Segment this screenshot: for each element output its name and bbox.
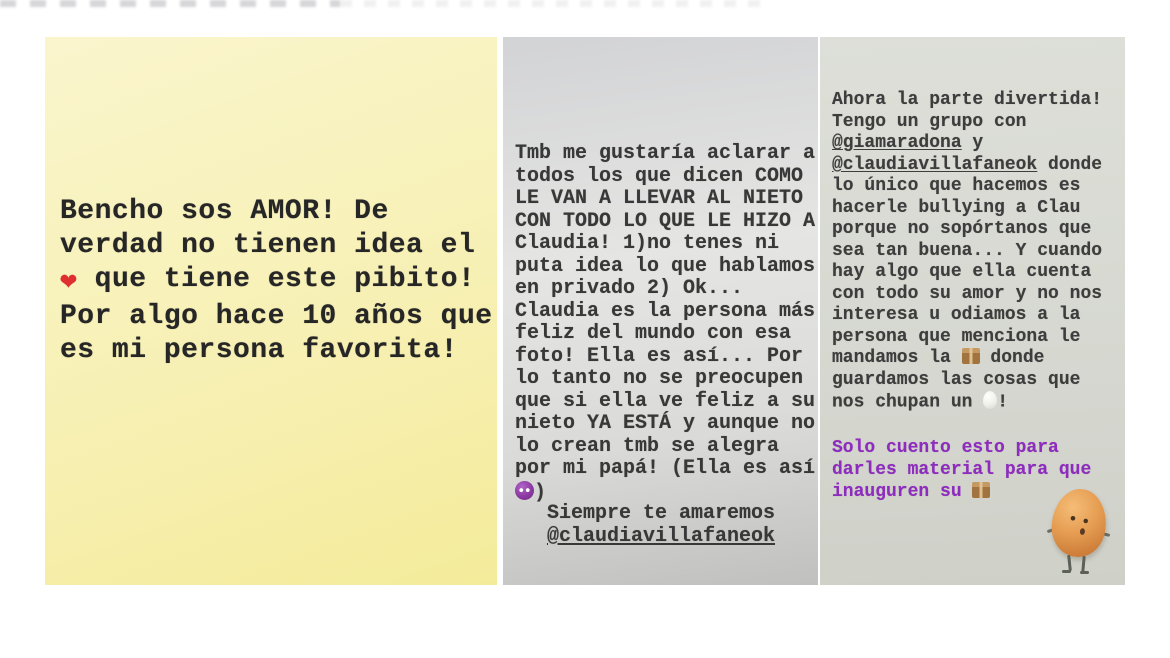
text-segment: ) [534,481,547,505]
text-line [832,437,1091,459]
text-segment: feliz del mundo con esa [515,322,792,345]
text-line [515,323,815,346]
package-emoji [962,348,980,364]
text-segment: persona que menciona le [832,326,1081,347]
story-text-block [515,143,815,505]
text-segment: todos los que dicen COMO [515,164,804,188]
package-emoji [972,482,990,498]
text-line [515,481,815,505]
text-line [60,229,493,263]
text-line [515,436,815,459]
text-segment: que tiene este pibito! [77,264,476,295]
text-line [832,327,1102,349]
text-line [832,262,1102,284]
text-segment: Claudia! 1)no tenes ni [515,232,780,255]
text-segment: darles material para que [832,460,1092,480]
egg-character-sticker [1050,489,1110,581]
text-segment: mandamos la [832,348,962,369]
egg-body [1049,486,1110,559]
text-line [515,233,815,256]
text-segment: Tmb me gustaría aclarar a [515,142,816,165]
mention-link[interactable]: @claudiavillafaneok [546,524,776,548]
text-segment: lo único que hacemos es [832,176,1081,196]
text-line [515,413,815,436]
text-segment: puta idea lo que hablamos [515,254,816,278]
text-segment: con todo su amor y no nos [832,283,1103,304]
text-segment: nos chupan un [832,392,984,413]
text-line [515,188,815,211]
text-segment: Solo cuento esto para [832,438,1059,458]
text-segment: verdad no tienen idea el [60,230,476,261]
story-text-block [60,195,493,368]
text-line [515,143,815,166]
text-segment: LE VAN A LLEVAR AL NIETO [515,187,804,210]
text-line [515,256,815,279]
egg-leg [1067,555,1072,571]
text-line [515,211,815,234]
text-segment: y [961,133,984,153]
text-line [515,278,815,301]
text-segment: guardamos las cosas que [832,369,1081,390]
story-panel-yellow [45,37,497,585]
text-line [60,334,493,368]
text-line [515,503,807,526]
text-line [832,198,1102,220]
text-line [60,300,493,334]
text-segment: donde [1037,154,1103,175]
text-line [832,391,1102,414]
text-line [515,368,815,391]
mention-link[interactable]: @claudiavillafaneok [832,154,1038,175]
text-line [515,301,815,324]
text-line [832,133,1102,155]
text-segment: Tengo un grupo con [832,111,1027,132]
text-segment: Por algo hace 10 años que [60,301,493,333]
text-segment: Bencho sos AMOR! De [60,196,389,227]
text-line [832,112,1102,134]
mention-link[interactable]: @giamaradona [832,133,962,153]
text-segment: nieto YA ESTÁ y aunque no [515,412,816,435]
story-text-block [832,90,1102,414]
text-line [832,219,1102,241]
text-segment: Ahora la parte divertida! [832,90,1103,110]
text-line [515,391,815,414]
text-segment: interesa u odiamos a la [832,305,1081,325]
text-line [832,155,1102,177]
text-line [832,348,1102,370]
text-line [832,305,1102,327]
red-heart-emoji [60,266,77,300]
text-line [832,370,1102,392]
text-segment: inauguren su [832,482,973,502]
text-segment: por mi papá! (Ella es así [515,457,816,480]
text-segment: lo tanto no se preocupen [515,367,804,390]
text-segment: que si ella ve feliz a su [515,389,816,413]
text-segment: hay algo que ella cuenta [832,262,1092,282]
text-segment: donde [979,348,1045,369]
text-segment: foto! Ella es así... Por [515,344,804,368]
text-segment: hacerle bullying a Clau [832,197,1081,218]
egg-foot [1080,571,1089,574]
cropped-headline-remnant [0,0,340,7]
egg-emoji [983,391,997,409]
story-panel-middle [503,37,818,585]
text-segment: Siempre te amaremos [546,502,776,525]
text-segment: CON TODO LO QUE LE HIZO A [515,209,816,233]
text-line [832,90,1102,112]
text-line [515,526,807,549]
text-segment: lo crean tmb se alegra [515,434,780,458]
text-line [832,241,1102,263]
text-segment: porque no sopórtanos que [832,219,1092,239]
text-line [515,166,815,189]
text-segment: ! [997,392,1009,413]
text-segment: Claudia es la persona más [515,299,816,323]
text-line [832,284,1102,306]
text-line [832,459,1091,481]
text-segment: sea tan buena... Y cuando [832,240,1103,261]
purple-devil-emoji [515,481,534,500]
cropped-headline-remnant [340,0,760,7]
egg-foot [1062,570,1071,573]
text-segment: es mi persona favorita! [60,335,458,367]
story-panel-right [820,37,1125,585]
text-line [832,176,1102,198]
text-line [515,458,815,481]
text-segment: en privado 2) Ok... [515,277,744,300]
text-line [60,195,493,229]
story-signature-block [515,503,807,548]
text-line [60,263,493,300]
egg-leg [1081,556,1085,572]
text-line [515,346,815,369]
